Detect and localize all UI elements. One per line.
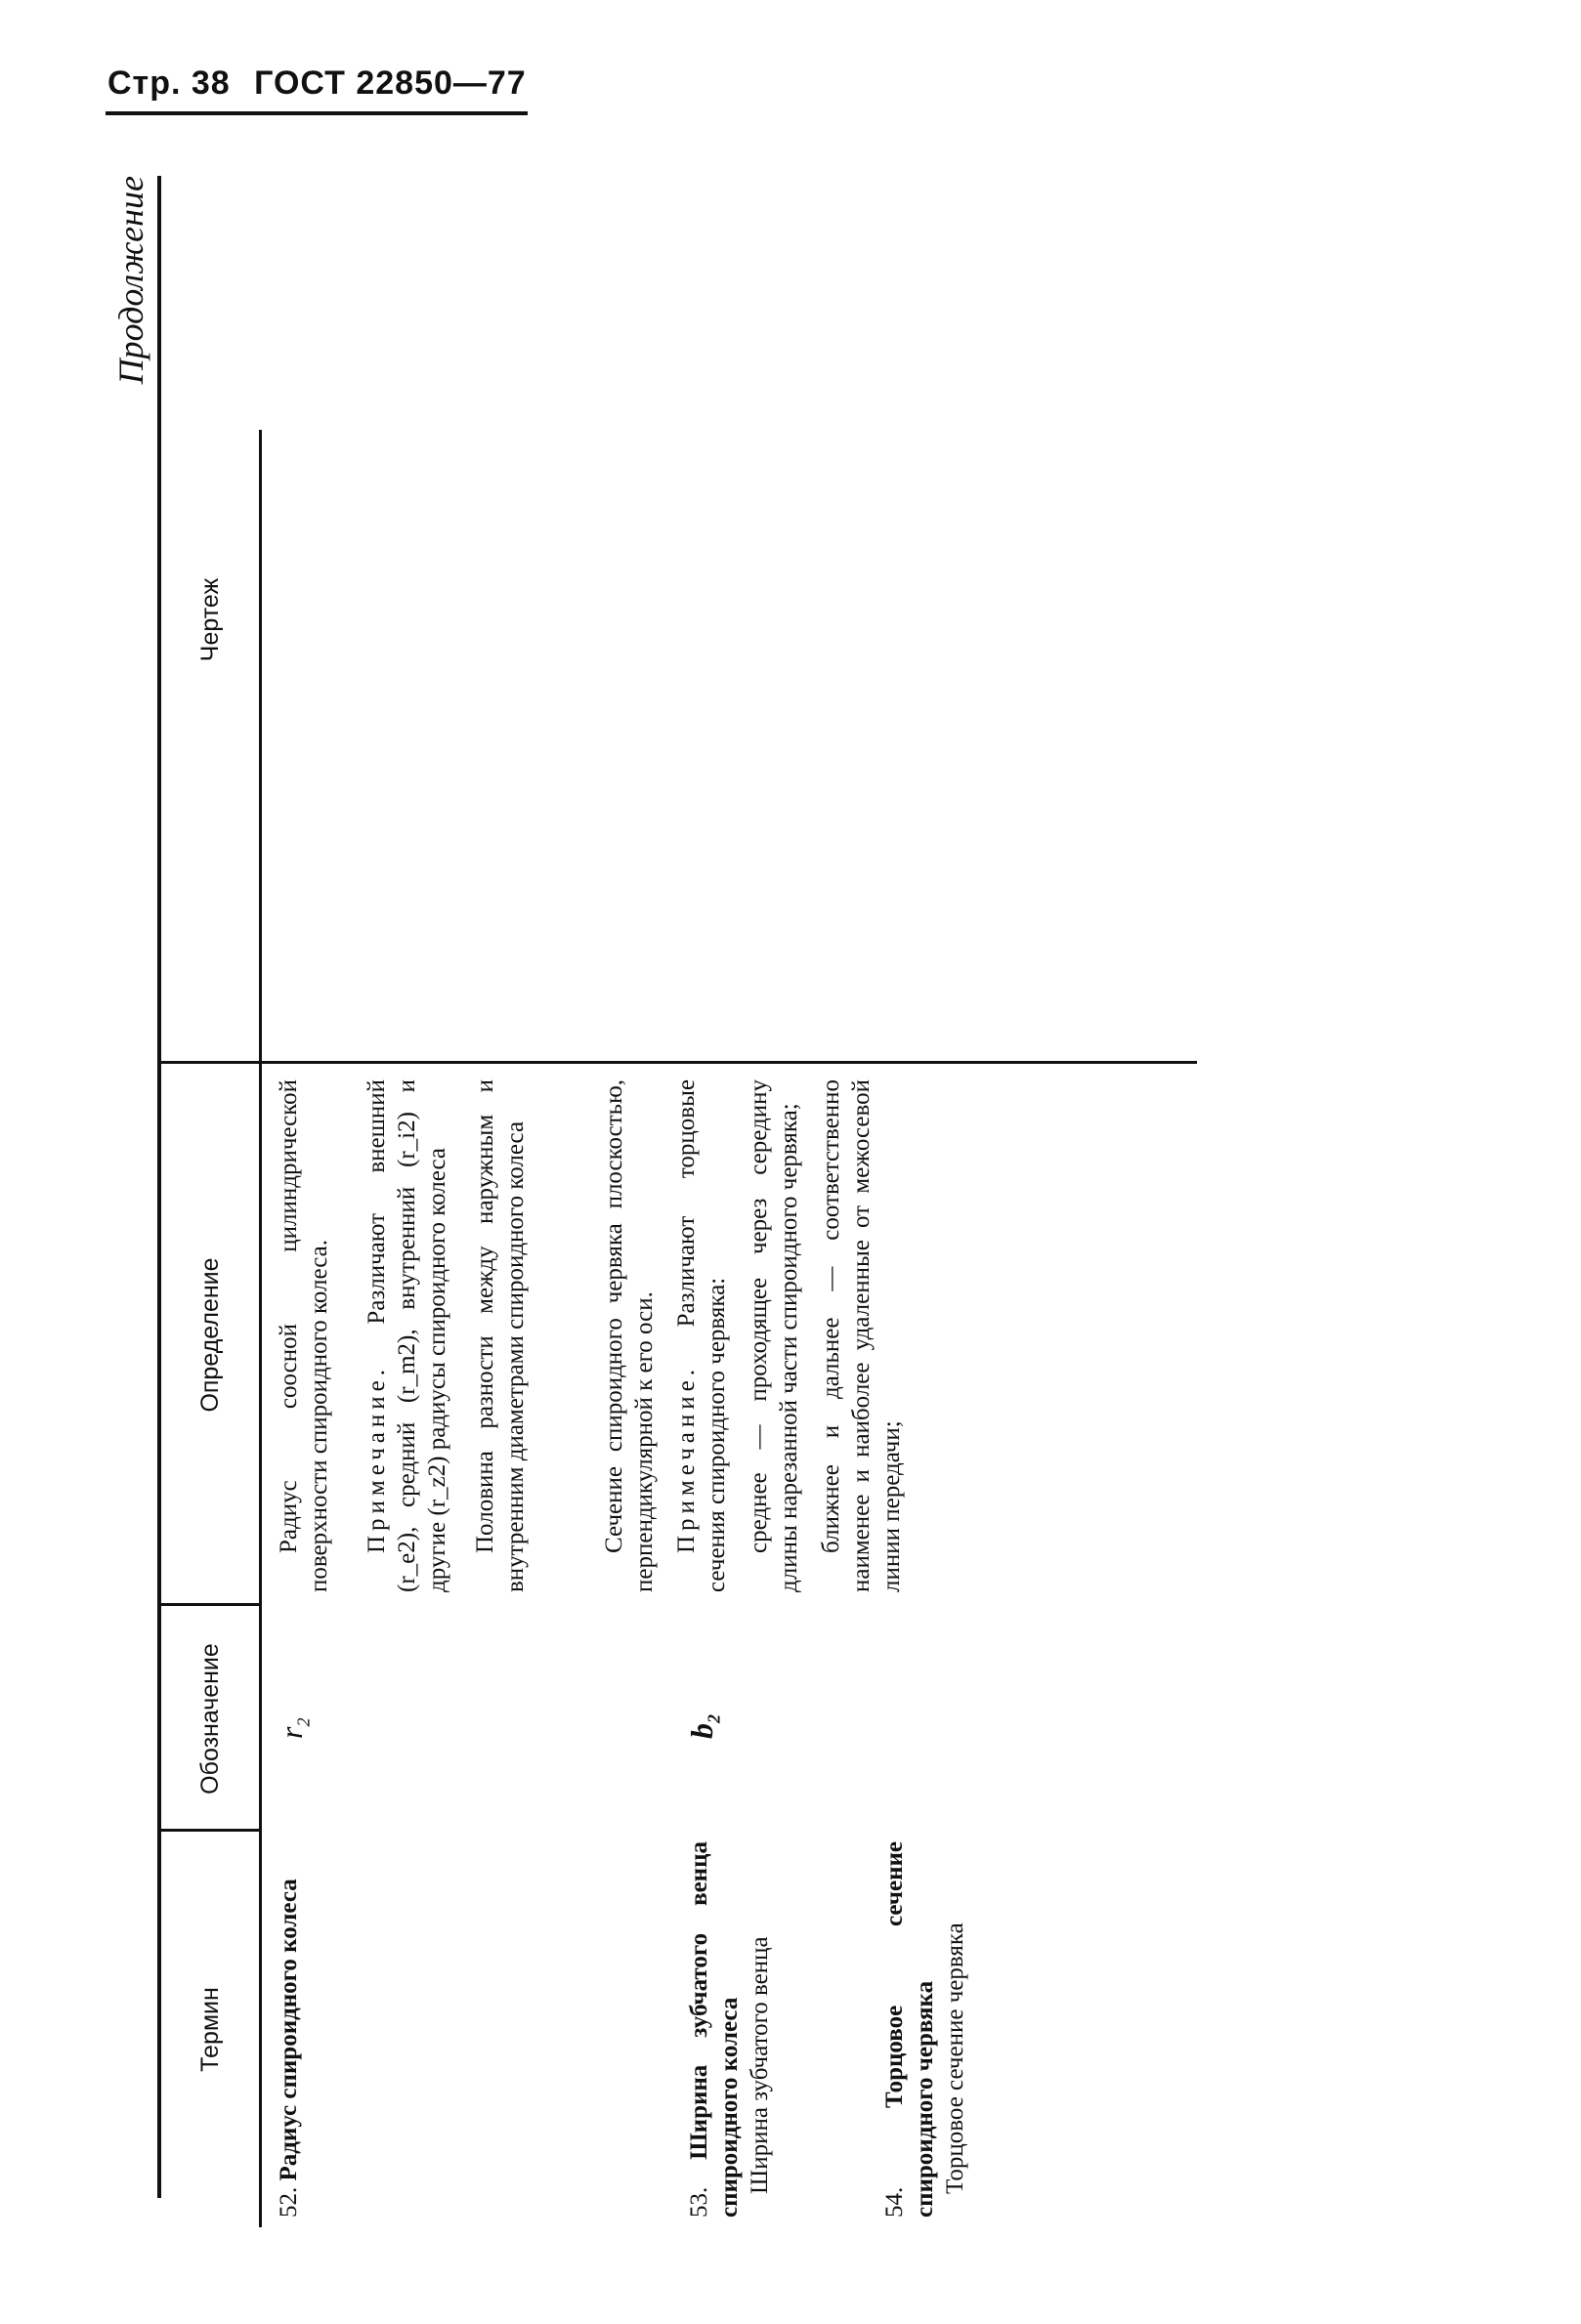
col-header-definition: Определение <box>195 1257 224 1413</box>
definition-text: Половина разности между наружным и внутренним диаметрами спироидного колеса <box>472 1079 529 1592</box>
symbol-b2: $b_2$ <box>684 1714 724 1739</box>
note-label: Примечание. <box>673 1364 700 1553</box>
note-item: среднее — проходящее через середину длины нарезанной части спироидного червяка; <box>746 1079 802 1592</box>
standard-code: ГОСТ 22850—77 <box>254 64 527 102</box>
header-bottom-rule <box>259 430 262 2227</box>
term-synonym: Торцовое сечение червяка <box>942 1923 968 2194</box>
term-entry <box>684 1841 831 2218</box>
term-text: Торцовое сечение спироидного червяка <box>881 1840 938 2218</box>
note-text: Различают торцовые сечения спироидного червяка: <box>673 1078 730 1592</box>
definition-text: Радиус соосной цилиндрической поверхности спироидного колеса. <box>276 1079 332 1592</box>
term-number: 53. <box>686 2186 712 2218</box>
note-item: ближнее и дальнее — соответственно наименее и наиболее удаленные от межосевой линии передачи; <box>818 1079 905 1592</box>
definition-text: Сечение спироидного червяка плоскостью, перпендикулярной к его оси. <box>601 1079 658 1592</box>
term-entry <box>879 1841 970 2218</box>
term-number: 54. <box>881 2186 908 2218</box>
col-header-symbol: Обозначение <box>195 1643 224 1795</box>
note-text: Различают внешний (r_e2), средний (r_m2), внутренний (r_i2) и другие (r_z2) радиусы спироидного колеса <box>363 1078 450 1592</box>
table-header-row <box>161 176 259 2227</box>
definition-note <box>671 1079 732 1592</box>
term-column <box>274 1841 1019 2218</box>
col-header-term: Термин <box>195 1987 224 2072</box>
term-synonym: Ширина зубчатого венца <box>747 1936 773 2194</box>
term-entry <box>274 1841 635 2218</box>
col-divider <box>161 1829 259 1832</box>
col-header-drawing: Чертеж <box>195 577 224 662</box>
col-divider <box>161 1603 259 1606</box>
term-text: Ширина зубчатого венца спироидного колеса <box>686 1841 743 2218</box>
note-label: Примечание. <box>363 1364 390 1553</box>
term-number: 52. <box>276 2186 302 2218</box>
header-rule <box>106 111 528 115</box>
definition-note <box>362 1079 452 1592</box>
page-header <box>107 64 540 103</box>
definition-column <box>274 1079 934 1592</box>
rotated-table <box>103 176 1304 2227</box>
term-text: Радиус спироидного колеса <box>276 1879 302 2181</box>
page-number: Стр. 38 <box>107 64 231 102</box>
col-divider <box>161 1061 1197 1064</box>
symbol-r2: $r_2$ <box>274 1717 314 1739</box>
continuation-label: Продолжение <box>111 176 150 385</box>
